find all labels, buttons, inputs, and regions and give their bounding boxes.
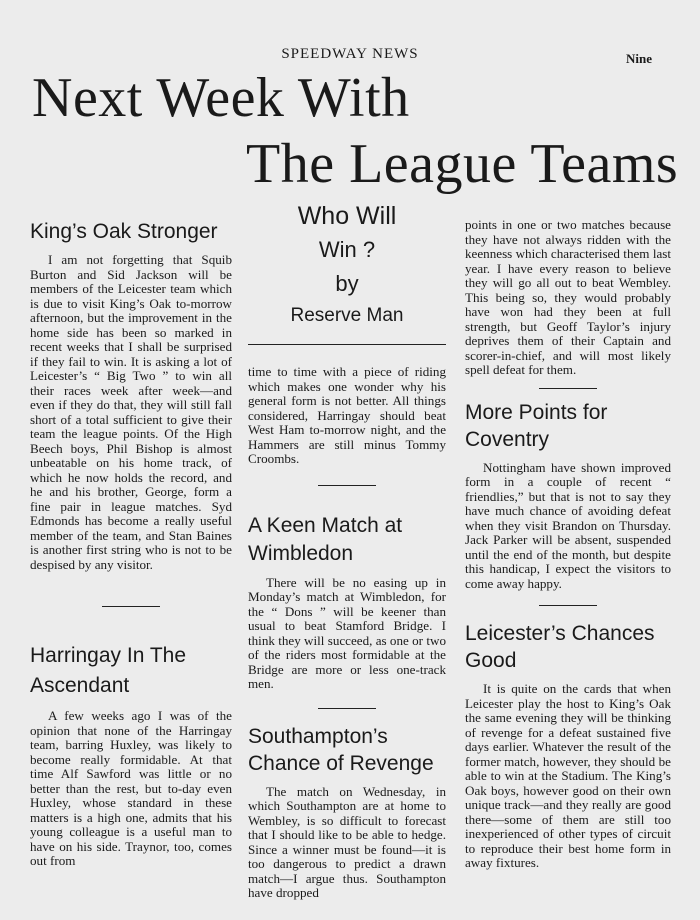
byline-author: Reserve Man (290, 305, 404, 326)
page-title-line-1: Next Week With (32, 67, 410, 129)
article-harringay-continued: time to time with a piece of riding which makes one wonder why his general form is not better. All things considered, Harringay should beat West Ham to-morrow night, and the Hammers are still minus Tommy Croombs. (248, 364, 446, 466)
byline-line-3: by (335, 271, 359, 296)
section-divider (318, 708, 376, 709)
article-coventry-body: Nottingham have shown improved form in a couple of recent “ friendlies,” but that is not to say they have much chance of avoiding defeat when they visit Brandon on Thursday. Jack Parker will be absent, suspended until the end of the month, but despite this handicap, I expect the visitors to come away happy. (465, 459, 671, 591)
headline-coventry: More Points for Coventry (465, 400, 608, 451)
section-divider (102, 606, 160, 607)
headline-wimbledon: A Keen Match at Wimbledon (248, 513, 403, 565)
headline-kings-oak: King’s Oak Stronger (30, 220, 218, 243)
headline-leicester: Leicester’s Chances Good (465, 622, 655, 672)
article-kings-oak-body: I am not forgetting that Squib Burton and Sid Jackson will be members of the Leicester team which is due to visit King’s Oak to-morrow afternoon, but the improvement in the home side has been so marked in recent weeks that I shall be surprised if they fail to win. It is asking a lot of Leicester’s “ Big Two ” to win all their races week after week—and even if they do that, they will still fall short of a total sufficient to give their team the league points. Of the High Beech boys, Phil Bishop is almost unbeatable on his home track, of which he now holds the record, and he and his brother, George, form a fine pair in league matches. Syd Edmonds has become a really useful member of the team, and Stan Baines is another first string who is not to be despised by any visitor. (30, 252, 232, 572)
byline-rule (248, 344, 446, 345)
page-number: Nine (626, 51, 652, 66)
article-leicester-body: It is quite on the cards that when Leicester play the host to King’s Oak the same evening they will be thinking of revenge for a defeat sustained five days earlier. Whatever the result of the former match, however, they should be able to win at the Stadium. The King’s Oak boys, however good on their own unique track—and they really are good there—some of them are still too inexperienced of other types of circuit to reproduce their best home form in away fixtures. (465, 681, 671, 870)
headline-southampton: Southampton’s Chance of Revenge (248, 724, 434, 775)
column-middle (248, 200, 446, 901)
page-title-line-2: The League Teams (246, 133, 679, 195)
column-left (30, 218, 232, 869)
byline-line-2: Win ? (318, 237, 376, 262)
section-divider (318, 485, 376, 486)
article-harringay-body: A few weeks ago I was of the opinion that none of the Harringay team, barring Huxley, was likely to become really formidable. At that time Alf Sawford was little or no better than the rest, but to-day even Huxley, whose standard in these matters is a high one, admits that his young colleague is a useful man to have on his side. Traynor, too, comes out from (30, 708, 232, 868)
section-divider (539, 605, 597, 606)
article-wimbledon-body: There will be no easing up in Monday’s match at Wimbledon, for the “ Dons ” will be keener than usual to beat Stamford Bridge. I think they will succeed, as one or two of the riders most formidable at the Bridge are more or less one-track men. (248, 574, 446, 691)
byline (248, 200, 446, 330)
section-divider (539, 388, 597, 389)
column-right (465, 218, 671, 871)
article-southampton-body: The match on Wednesday, in which Southampton are at home to Wembley, is so difficult to forecast that I should like to be able to hedge. Since a winner must be found—it is too dangerous to predict a drawn match—I argue thus. Southampton have dropped (248, 783, 446, 900)
headline-harringay: Harringay In The Ascendant (30, 644, 187, 697)
article-southampton-continued: points in one or two matches because they have not always ridden with the keenness which characterised them last year. I have every reason to believe they will go all out to beat Wembley. This being so, they would probably have won had they been at full strength, but Geoff Taylor’s injury deprives them of their Captain and scorer-in-chief, and will most likely spell defeat for them. (465, 217, 671, 377)
running-head: SPEEDWAY NEWS (281, 46, 419, 62)
byline-line-1: Who Will (297, 202, 397, 230)
